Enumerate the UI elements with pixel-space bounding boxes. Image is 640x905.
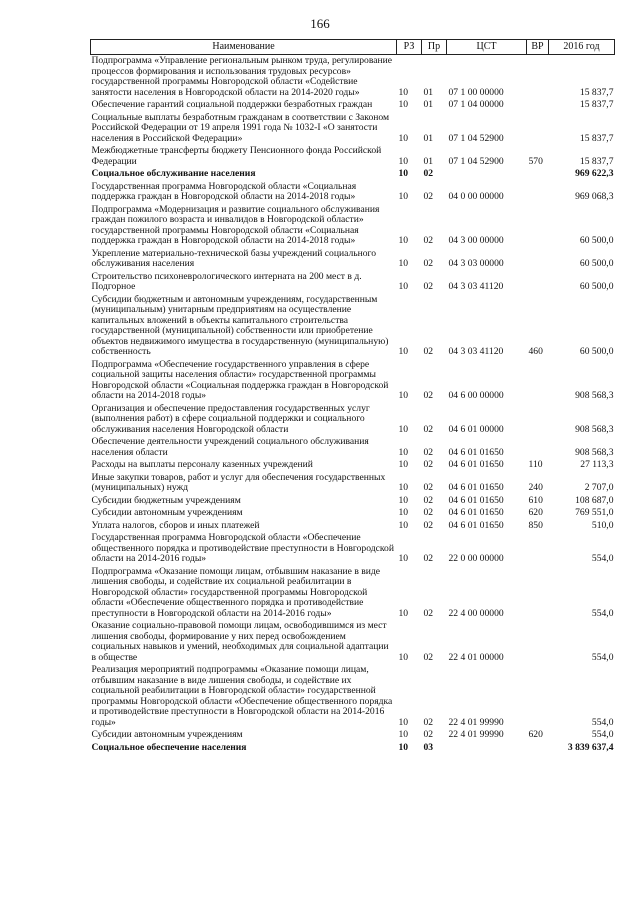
row-sum-cell: 554,0 [591,716,614,728]
row-sum-cell: 908 568,3 [575,446,614,458]
row-pr-cell: 01 [423,132,434,144]
row-name-cell: Обеспечение деятельности учреждений социального обслуживания населения области [91,436,369,458]
header-rz: РЗ [397,40,422,55]
row-name-cell: Подпрограмма «Оказание помощи лицам, отбывшим наказание в виде лишения свободы, и содействие их социальной реабилитации в Новгородской области» государственной программы Новгородской области «Обеспечение общественного порядка и противодействие преступности в Новгородской области на 2014-2016 годы» [91,565,381,619]
row-vr-cell [527,664,549,729]
row-cst-cell: 04 3 03 00000 [448,258,504,269]
row-pr-cell: 02 [423,729,434,740]
row-name-cell: Иные закупки товаров, работ и услуг для обеспечения государственных (муниципальных) нужд [91,471,386,493]
row-rz-cell: 10 [398,507,409,518]
row-rz-cell: 10 [398,423,409,435]
row-cst-cell: 04 6 01 01650 [448,482,504,493]
row-cst-cell: 22 4 01 99990 [448,716,504,728]
row-vr-cell [527,620,549,664]
row-cst-cell: 04 6 01 00000 [448,423,504,435]
row-sum-cell: 60 500,0 [579,235,614,246]
row-cst-cell: 07 1 04 52900 [448,155,504,167]
row-vr-cell: 110 [528,459,543,470]
row-vr-cell [527,566,549,621]
row-sum-cell: 908 568,3 [575,423,614,435]
row-name-cell: Субсидии бюджетным и автономным учреждениям, государственным (муниципальным) унитарным предприятиям на осуществление капитальных вложений в объекты капитального строительства государственной (муниципальной) собственности или приобретение объектов недвижимого имущества в государственную (муниципальную) собственность [91,293,389,357]
table-row [91,664,615,729]
row-cst-cell: 04 6 01 01650 [448,519,504,531]
row-vr-cell [527,248,549,271]
row-vr-cell [527,436,549,459]
row-rz-cell: 10 [398,494,409,506]
row-pr-cell: 02 [423,553,434,564]
table-row [91,55,615,100]
table-row [91,271,615,294]
row-rz-cell: 10 [398,553,409,564]
row-name-cell: Реализация мероприятий подпрограммы «Оказание помощи лицам, отбывшим наказание в виде лишения свободы, и содействие их социальной реабилитации в Новгородской области» государственной программы Новгородской области «Обеспечение общественного порядка и противодействие преступности в Новгородской области на 2014-2016 годы» [91,664,393,728]
table-row [91,248,615,271]
table-row [91,359,615,403]
row-rz-cell: 10 [398,281,409,292]
row-pr-cell: 02 [423,459,434,470]
row-vr-cell: 620 [528,729,543,740]
row-cst-cell [447,168,527,181]
table-row [91,168,615,181]
row-sum-cell: 908 568,3 [575,390,614,401]
row-cst-cell: 04 3 03 41120 [448,346,504,357]
row-vr-cell: 850 [528,519,543,531]
row-name-cell: Подпрограмма «Обеспечение государственного управления в сфере социальной защиты населения области» государственной программы Новгородской области «Социальная поддержка граждан в Новгородской области на 2014-2018 годы» [91,358,389,401]
row-cst-cell: 07 1 00 00000 [448,86,504,98]
budget-table [90,39,615,754]
row-pr-cell: 02 [423,446,434,458]
row-sum-cell: 60 500,0 [579,281,614,292]
row-pr-cell: 02 [423,281,434,292]
row-pr-cell: 02 [423,235,434,246]
row-sum-cell: 15 837,7 [579,86,614,98]
row-vr-cell: 570 [528,155,543,167]
table-body [91,55,615,755]
row-vr-cell [527,204,549,248]
table-row [91,495,615,508]
row-name-cell: Государственная программа Новгородской области «Обеспечение общественного порядка и противодействие преступности в Новгородской области на 2014-2016 годы» [91,532,394,564]
row-rz-cell: 10 [398,86,409,98]
table-row [91,507,615,520]
table-row [91,99,615,112]
row-name-cell: Расходы на выплаты персоналу казенных учреждений [91,459,313,470]
row-sum-cell: 969 068,3 [575,191,614,202]
row-name-cell: Социальное обслуживание населения [91,168,256,179]
row-sum-cell: 510,0 [591,519,614,531]
row-cst-cell: 04 3 00 00000 [448,235,504,246]
row-sum-cell: 554,0 [591,607,614,619]
header-cst: ЦСТ [447,40,527,55]
row-vr-cell [527,112,549,146]
row-cst-cell: 22 4 01 99990 [448,729,504,740]
table-row [91,204,615,248]
row-sum-cell: 969 622,3 [575,168,614,179]
row-sum-cell: 554,0 [591,651,614,663]
row-vr-cell: 460 [528,346,543,357]
table-row [91,532,615,566]
row-cst-cell: 07 1 04 00000 [448,99,504,110]
row-vr-cell [527,532,549,566]
row-name-cell: Социальные выплаты безработным гражданам в соответствии с Законом Российской Федерации от 19 апреля 1991 года № 1032-I «О занятости населения в Российской Федерации» [91,111,390,144]
row-cst-cell: 04 6 01 01650 [448,494,504,506]
row-vr-cell [527,181,549,204]
row-sum-cell: 15 837,7 [579,99,614,110]
row-cst-cell: 04 6 01 01650 [448,459,504,470]
row-sum-cell: 554,0 [591,553,614,564]
row-rz-cell: 10 [398,235,409,246]
row-cst-cell: 22 4 00 00000 [448,607,504,619]
row-pr-cell: 02 [423,607,434,619]
row-rz-cell: 10 [398,155,409,167]
row-vr-cell [527,271,549,294]
row-rz-cell: 10 [398,459,409,470]
table-row [91,472,615,495]
row-rz-cell: 10 [398,729,409,740]
header-sum: 2016 год [549,40,615,55]
row-cst-cell: 22 0 00 00000 [448,553,504,564]
row-rz-cell: 10 [398,390,409,401]
row-rz-cell: 10 [398,258,409,269]
row-name-cell: Оказание социально-правовой помощи лицам, освободившимся из мест лишения свободы, формирование у них перед освобождением социальных навыков и умений, необходимых для социальной адаптации в обществе [91,620,389,663]
row-cst-cell: 04 6 00 00000 [448,390,504,401]
row-pr-cell: 02 [423,519,434,531]
row-rz-cell: 10 [398,446,409,458]
row-cst-cell: 04 6 01 01650 [448,446,504,458]
row-vr-cell [527,742,549,755]
row-cst-cell: 04 0 00 00000 [448,191,504,202]
table-row [91,520,615,533]
table-row [91,145,615,168]
row-rz-cell: 10 [398,132,409,144]
page-number: 166 [310,16,330,31]
header-name: Наименование [91,40,397,55]
row-rz-cell: 10 [398,651,409,663]
table-row [91,459,615,472]
table-row [91,294,615,359]
row-vr-cell [527,403,549,437]
row-pr-cell: 02 [423,390,434,401]
row-pr-cell: 02 [423,191,434,202]
row-vr-cell: 620 [528,507,543,518]
row-vr-cell: 610 [528,494,543,506]
row-rz-cell: 10 [398,168,409,179]
row-sum-cell: 2 707,0 [584,482,614,493]
row-name-cell: Организация и обеспечение предоставления государственных услуг (выполнения работ) в сфере социальной поддержки и социального обслуживания населения Новгородской области [91,402,370,435]
table-row [91,403,615,437]
row-cst-cell: 04 3 03 41120 [448,281,504,292]
row-sum-cell: 27 113,3 [580,459,614,470]
row-rz-cell: 10 [398,741,409,753]
row-pr-cell: 03 [423,741,434,753]
row-sum-cell: 108 687,0 [575,494,614,506]
table-header-row [91,40,615,55]
row-vr-cell [527,168,549,181]
table-row [91,620,615,664]
row-name-cell: Государственная программа Новгородской области «Социальная поддержка граждан в Новгородской области на 2014-2018 годы» [91,180,357,202]
row-pr-cell: 02 [423,494,434,506]
table-row [91,436,615,459]
row-sum-cell: 15 837,7 [579,132,614,144]
row-rz-cell: 10 [398,716,409,728]
row-sum-cell: 3 839 637,4 [567,741,614,753]
row-name-cell: Субсидии автономным учреждениям [91,729,243,740]
row-rz-cell: 10 [398,607,409,619]
row-name-cell: Уплата налогов, сборов и иных платежей [91,519,260,531]
row-sum-cell: 60 500,0 [579,346,614,357]
row-pr-cell: 01 [423,86,434,98]
header-vr: ВР [527,40,549,55]
row-pr-cell: 02 [423,482,434,493]
row-sum-cell: 60 500,0 [579,258,614,269]
table-row [91,181,615,204]
row-rz-cell: 10 [398,519,409,531]
row-rz-cell: 10 [398,482,409,493]
header-pr: Пр [422,40,447,55]
row-name-cell: Социальное обеспечение населения [91,741,247,753]
row-name-cell: Обеспечение гарантий социальной поддержки безработных граждан [91,99,373,110]
row-rz-cell: 10 [398,191,409,202]
row-name-cell: Подпрограмма «Модернизация и развитие социального обслуживания граждан пожилого возраста и инвалидов в Новгородской области» государственной программы Новгородской области «Социальная поддержка граждан в Новгородской области на 2014-2018 годы» [91,203,380,246]
row-sum-cell: 554,0 [591,729,614,740]
row-pr-cell: 02 [423,423,434,435]
row-name-cell: Межбюджетные трансферты бюджету Пенсионного фонда Российской Федерации [91,145,382,167]
row-pr-cell: 02 [423,507,434,518]
row-name-cell: Субсидии бюджетным учреждениям [91,494,241,506]
row-rz-cell: 10 [398,346,409,357]
row-pr-cell: 01 [423,99,434,110]
row-pr-cell: 02 [423,168,434,179]
table-row [91,566,615,621]
row-cst-cell [447,742,527,755]
row-vr-cell [527,99,549,112]
row-cst-cell: 04 6 01 01650 [448,507,504,518]
row-pr-cell: 01 [423,155,434,167]
row-sum-cell: 15 837,7 [579,155,614,167]
row-pr-cell: 02 [423,346,434,357]
table-row [91,729,615,742]
row-cst-cell: 22 4 01 00000 [448,651,504,663]
table-row [91,112,615,146]
row-rz-cell: 10 [398,99,409,110]
row-name-cell: Укрепление материально-технической базы учреждений социального обслуживания населения [91,247,377,269]
row-pr-cell: 02 [423,716,434,728]
row-name-cell: Субсидии автономным учреждениям [91,507,243,518]
row-name-cell: Подпрограмма «Управление региональным рынком труда, регулирование процессов формирования и использования трудовых ресурсов» государственной программы Новгородской области «Содействие занятости населения в Новгородской области на 2014-2020 годы» [91,55,393,98]
table-row [91,742,615,755]
row-vr-cell: 240 [528,482,543,493]
row-sum-cell: 769 551,0 [575,507,614,518]
row-vr-cell [527,359,549,403]
row-pr-cell: 02 [423,258,434,269]
row-cst-cell: 07 1 04 52900 [448,132,504,144]
row-pr-cell: 02 [423,651,434,663]
row-name-cell: Строительство психоневрологического интерната на 200 мест в д. Подгорное [91,270,362,292]
row-vr-cell [527,55,549,100]
